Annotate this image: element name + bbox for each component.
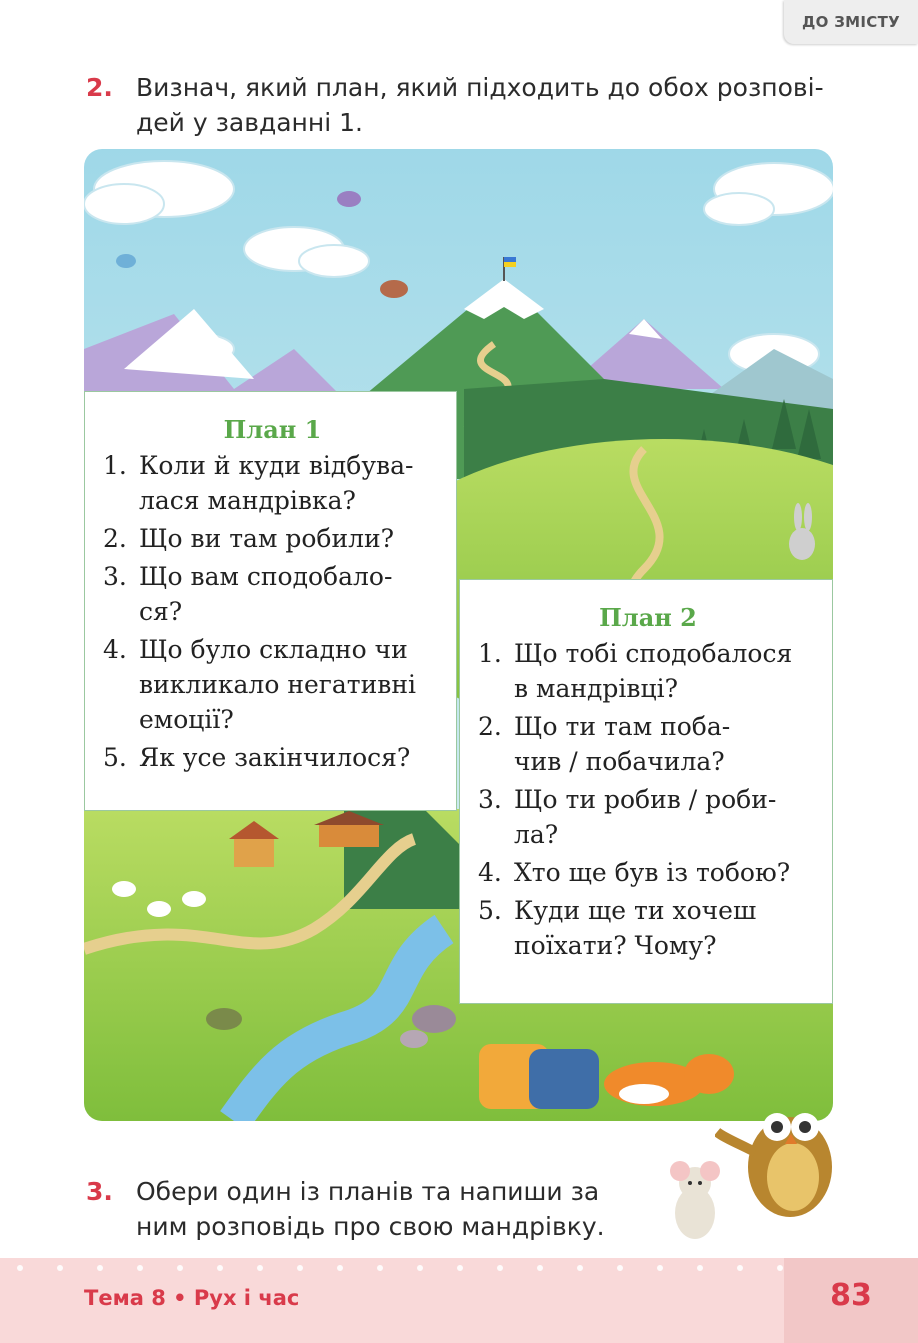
plan-2-list (478, 636, 818, 963)
mouse-icon (660, 1155, 730, 1245)
page-number: 83 (830, 1278, 872, 1313)
backpack-icon (479, 1044, 599, 1109)
plan-2-item: 4. Хто ще був із тобою? (478, 858, 791, 887)
task-3 (86, 1174, 646, 1246)
task-3-line-2: ним розповідь про свою мандрівку. (136, 1212, 605, 1241)
plan-2-card (459, 579, 833, 1004)
owl-icon (715, 1082, 835, 1222)
plan-1-list (103, 448, 442, 775)
plan-2-item: 1. Що тобі сподобалося в мандрівці? (478, 639, 793, 703)
task-2-line-1: Визнач, який план, який підходить до обох розпові- (136, 73, 824, 102)
plan-1-item: 3. Що вам сподобало- ся? (103, 562, 393, 626)
ornament-icon (0, 1258, 918, 1282)
task-2 (86, 70, 846, 142)
plan-2-title: План 2 (599, 603, 697, 632)
plan-1-item: 2. Що ви там робили? (103, 524, 395, 553)
toc-link[interactable]: ДО ЗМІСТУ (784, 0, 918, 44)
task-2-line-2: дей у завданні 1. (136, 108, 363, 137)
plan-1-item: 1. Коли й куди відбува- лася мандрівка? (103, 451, 414, 515)
plan-1-item: 5. Як усе закінчилося? (103, 743, 411, 772)
plan-2-item: 2. Що ти там поба- чив / побачила? (478, 712, 731, 776)
task-3-number: 3. (86, 1177, 113, 1206)
plan-1-title: План 1 (223, 415, 322, 444)
footer-topic: Тема 8 • Рух і час (84, 1286, 300, 1310)
plan-2-item: 3. Що ти робив / роби- ла? (478, 785, 777, 849)
task-2-number: 2. (86, 73, 113, 102)
tortoise-icon (206, 1008, 242, 1030)
plan-1-card (84, 391, 457, 811)
mountain-landscape-illustration (84, 149, 833, 1121)
plan-1-item: 4. Що було складно чи викликало негативні емоції? (103, 635, 417, 734)
plan-2-item: 5. Куди ще ти хочеш поїхати? Чому? (478, 896, 757, 960)
flag-ukraine-icon (504, 257, 516, 262)
task-3-line-1: Обери один із планів та напиши за (136, 1177, 600, 1206)
